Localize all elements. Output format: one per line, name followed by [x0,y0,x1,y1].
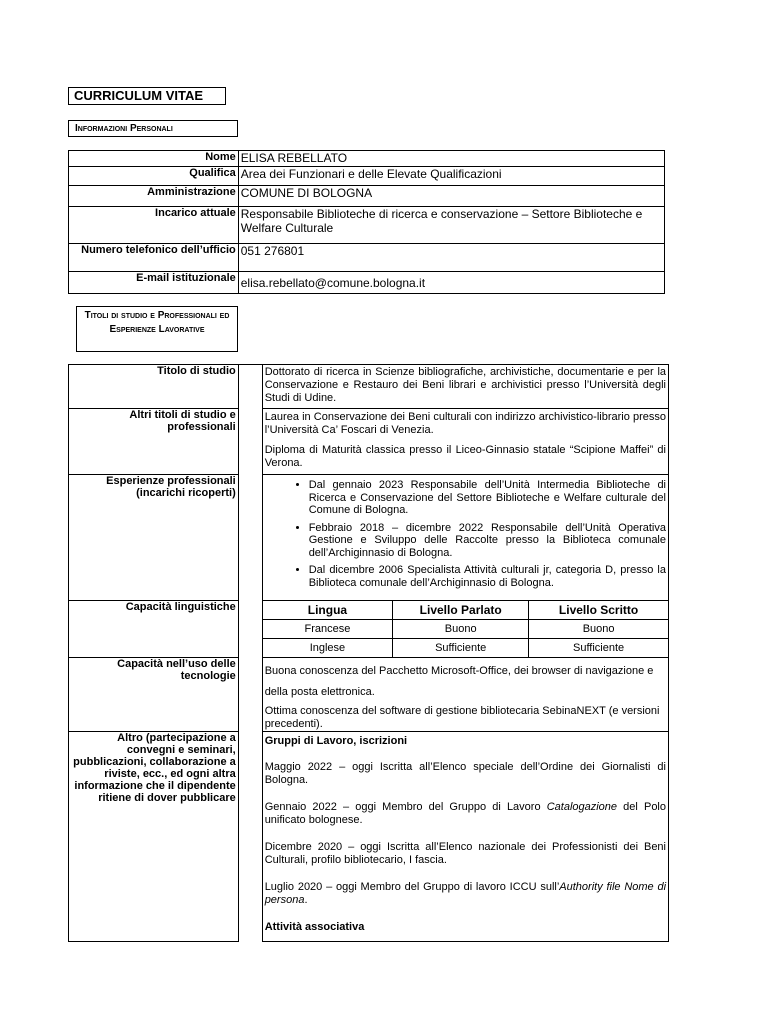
label-qualifica: Qualifica [69,167,239,186]
label-altro: Altro (partecipazione a convegni e seminari, pubblicazioni, collaborazione a riviste, ecc., ed ogni altra informazione che il dipendente ritiene di dover pubblicare [69,732,239,942]
languages-table [263,601,668,657]
altro-iccu [265,881,666,907]
cv-title: CURRICULUM VITAE [68,87,226,105]
lang-spoken: Sufficiente [393,639,529,658]
altri-titoli-laurea: Laurea in Conservazione dei Beni culturali con indirizzo archivistico-librario presso l’Università Ca’ Foscari di Venezia. [264,411,666,436]
label-incarico: Incarico attuale [69,207,239,244]
lang-name: Inglese [263,639,393,658]
label-email: E-mail istituzionale [69,272,239,294]
value-nome: ELISA REBELLATO [238,151,664,167]
associativa-heading: Attività associativa [264,921,365,933]
personal-info-table [68,150,665,294]
altro-iccu-pre: Luglio 2020 – oggi Membro del Gruppo di lavoro ICCU sull’ [264,881,560,893]
label-nome: Nome [69,151,239,167]
label-telefono: Numero telefonico dell’ufficio [69,244,239,272]
altro-catalogazione-pre: Gennaio 2022 – oggi Membro del Gruppo di Lavoro [264,801,547,813]
section-titles-experience: Titoli di studio e Professionali ed Esperienze Lavorative [76,306,238,352]
label-titolo-studio: Titolo di studio [69,365,239,409]
list-item: • Dal dicembre 2006 Specialista Attività culturali jr, categoria D, presso la Biblioteca comunale dell’Archiginnasio di Bologna. [309,564,666,589]
lang-spoken: Buono [393,620,529,639]
value-tecnologie [262,658,668,732]
list-item: • Febbraio 2018 – dicembre 2022 Responsabile dell’Unità Operativa Gestione e Sviluppo delle Raccolte presso la Biblioteca comunale dell’Archiginnasio di Bologna. [309,522,666,560]
altro-catalogazione-post: del Polo unificato bolognese. [264,801,666,826]
value-altro [262,732,668,942]
altro-catalogazione [265,801,666,827]
lang-name: Francese [263,620,393,639]
value-lingue [262,601,668,658]
tech-sebina: Ottima conoscenza del software di gestione bibliotecaria SebinaNEXT (e versioni precedenti). [264,705,660,730]
label-tecnologie: Capacità nell’uso delle tecnologie [69,658,239,732]
label-altri-titoli: Altri titoli di studio e professionali [69,409,239,475]
label-amministrazione: Amministrazione [69,186,239,207]
list-item: • Dal gennaio 2023 Responsabile dell’Unità Intermedia Biblioteche di Ricerca e Conservazione del Settore Biblioteche e Welfare culturale del Comune di Bologna. [309,479,666,517]
label-lingue: Capacità linguistiche [69,601,239,658]
label-esperienze: Esperienze professionali (incarichi ricoperti) [69,475,239,601]
altro-iccu-em: Authority file Nome di persona [264,881,667,906]
value-altri-titoli [262,409,668,475]
altro-ordine-giornalisti: Maggio 2022 – oggi Iscritta all’Elenco speciale dell’Ordine dei Giornalisti di Bologna. [264,761,666,786]
value-telefono: 051 276801 [238,244,664,272]
lang-header-scritto: Livello Scritto [529,601,668,620]
altro-iccu-post: . [304,894,308,906]
value-esperienze [262,475,668,601]
tech-office: Buona conoscenza del Pacchetto Microsoft-Office, dei browser di navigazione e della posta elettronica. [264,665,654,698]
altri-titoli-diploma: Diploma di Maturità classica presso il Liceo-Ginnasio statale “Scipione Maffei” di Verona. [264,444,666,469]
lang-written: Sufficiente [529,639,668,658]
lang-written: Buono [529,620,668,639]
altro-catalogazione-em: Catalogazione [546,801,618,813]
lang-header-lingua: Lingua [263,601,393,620]
section-personal-info: Informazioni Personali [68,120,238,137]
lang-header-parlato: Livello Parlato [393,601,529,620]
value-amministrazione: COMUNE DI BOLOGNA [238,186,664,207]
gruppi-heading: Gruppi di Lavoro, iscrizioni [264,735,408,747]
value-incarico: Responsabile Biblioteche di ricerca e conservazione – Settore Biblioteche e Welfare Culturale [238,207,664,244]
value-email[interactable]: elisa.rebellato@comune.bologna.it [238,272,664,294]
esperienze-list [265,479,666,589]
value-titolo-studio: Dottorato di ricerca in Scienze bibliografiche, archivistiche, documentarie e per la Conservazione e Restauro dei Beni librari e archivistici presso l’Università degli Studi di Udine. [262,365,668,409]
altro-elenco-professionisti: Dicembre 2020 – oggi Iscritta all’Elenco nazionale dei Professionisti dei Beni Culturali, profilo bibliotecario, I fascia. [264,841,666,866]
value-qualifica: Area dei Funzionari e delle Elevate Qualificazioni [238,167,664,186]
studies-table [68,364,669,942]
